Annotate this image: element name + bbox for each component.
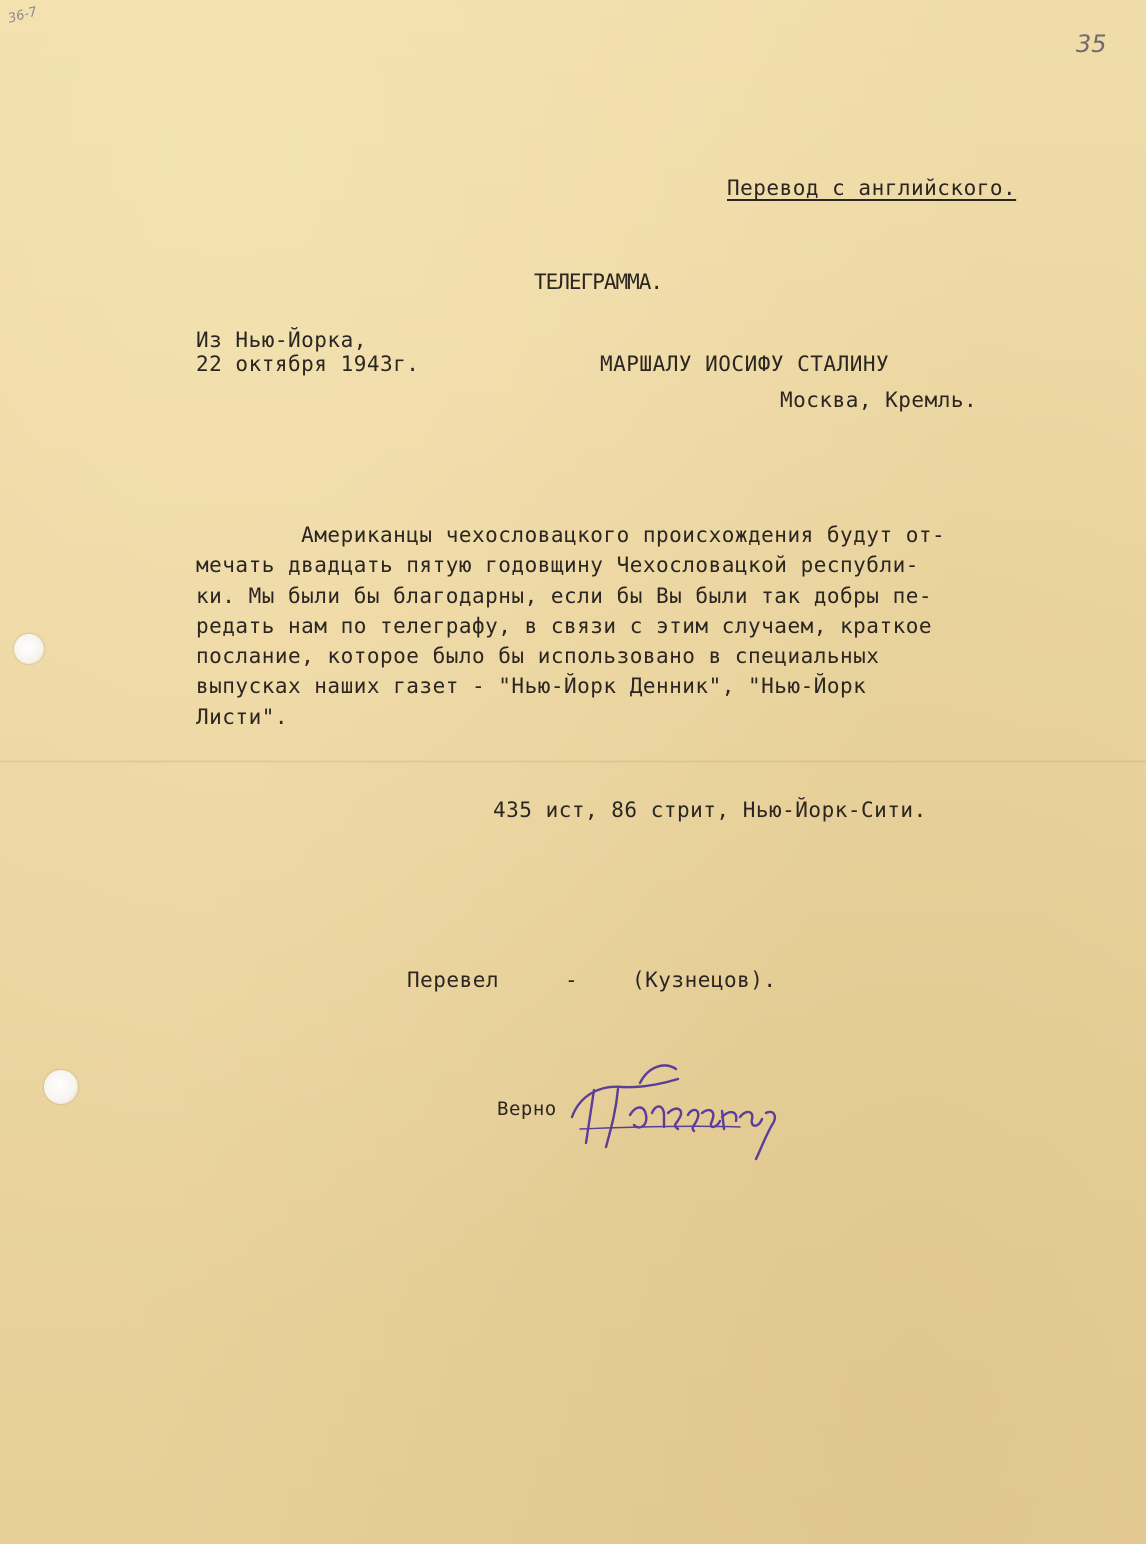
origin-date: 22 октября 1943г. [196, 352, 420, 376]
page-number: 35 [1076, 30, 1107, 58]
body-line: выпусках наших газет - "Нью-Йорк Денник", "Нью-Йорк [196, 674, 867, 699]
certified-label: Верно [497, 1098, 557, 1120]
translation-note: Перевод с английского. [727, 176, 1017, 200]
document-type-heading: ТЕЛЕГРАММА. [534, 270, 663, 294]
body-line: ки. Мы были бы благодарны, если бы Вы были так добры пе- [196, 583, 933, 608]
sender-address: 435 ист, 86 стрит, Нью-Йорк-Сити. [493, 798, 927, 822]
telegram-body [196, 520, 1126, 732]
handwritten-signature [560, 1055, 790, 1165]
translator-dash: - [565, 968, 579, 992]
body-line: Американцы чехословацкого происхождения будут от- [196, 523, 946, 547]
origin-city: Из Нью-Йорка, [196, 328, 367, 352]
body-line: послание, которое было бы использовано в специальных [196, 644, 880, 669]
corner-pencil-mark: 36-7 [6, 4, 39, 27]
body-line: мечать двадцать пятую годовщину Чехословацкой республи- [196, 553, 919, 578]
translator-label: Перевел [407, 968, 500, 992]
body-line: Листи". [196, 704, 289, 729]
punch-hole-lower [44, 1070, 78, 1104]
punch-hole-upper [14, 634, 44, 664]
addressee-name: МАРШАЛУ ИОСИФУ СТАЛИНУ [600, 352, 890, 376]
body-line: редать нам по телеграфу, в связи с этим случаем, краткое [196, 613, 933, 638]
translator-name: (Кузнецов). [632, 968, 777, 992]
paper-fold [0, 760, 1146, 763]
addressee-location: Москва, Кремль. [780, 388, 978, 412]
